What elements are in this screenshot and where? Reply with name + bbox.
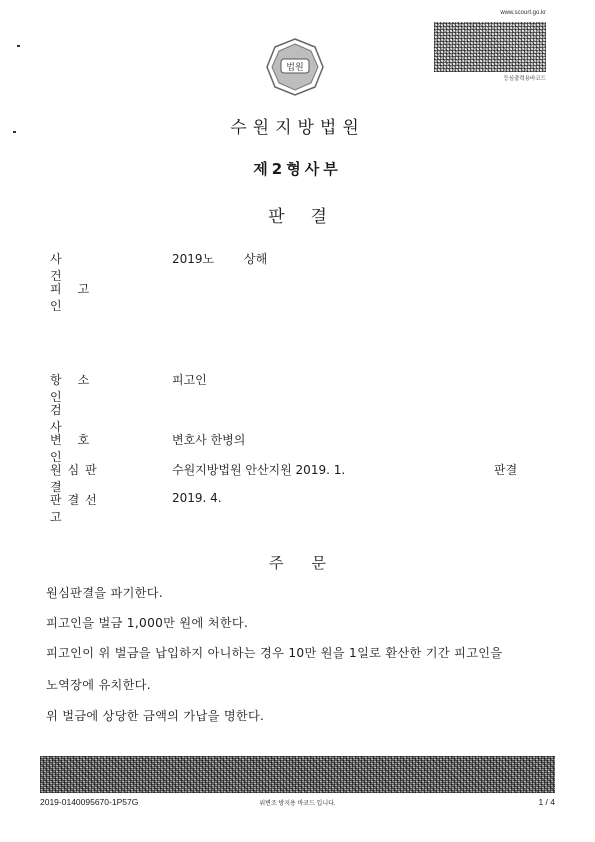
field-row-defendant <box>50 280 570 313</box>
anti-forgery-barcode <box>40 756 555 793</box>
field-label <box>50 431 120 465</box>
page-number: 1 / 4 <box>538 797 555 807</box>
field-label-text: 항소인 <box>50 373 106 404</box>
field-label <box>50 250 120 284</box>
field-label-text: 판결선고 <box>50 493 103 524</box>
field-row-appellant <box>50 371 570 404</box>
field-label <box>50 280 120 314</box>
document-number: 2019-0140095670-1P57G <box>40 797 139 807</box>
barcode-notice: 위변조 방지용 바코드 입니다. <box>259 801 336 807</box>
document-title: 판결 <box>268 207 353 227</box>
qr-url: www.scourt.go.kr <box>500 10 546 16</box>
field-row-counsel <box>50 431 570 464</box>
field-row-original-judgment <box>50 461 570 494</box>
emblem-text: 법원 <box>286 63 304 73</box>
field-label <box>50 401 120 435</box>
appellant-value: 피고인 <box>172 373 207 387</box>
field-row-prosecutor <box>50 401 570 434</box>
field-label-text: 검사 <box>50 403 106 434</box>
field-label-text: 사건 <box>50 252 106 283</box>
order-paragraph: 원심판결을 파기한다. <box>46 586 164 600</box>
field-row-sentencing <box>50 491 570 524</box>
division-name: 제2형사부 <box>253 160 342 178</box>
qr-code-icon <box>434 22 546 72</box>
original-judgment-value: 수원지방법원 안산지원 2019. 1. <box>172 463 346 477</box>
field-label <box>50 371 120 405</box>
order-paragraph: 노역장에 유치한다. <box>46 678 151 692</box>
field-label <box>50 461 120 495</box>
counsel-value: 변호사 한병의 <box>172 433 246 447</box>
order-paragraph: 피고인을 벌금 1,000만 원에 처한다. <box>46 616 249 630</box>
court-name: 수원지방법원 <box>230 118 365 138</box>
court-emblem-icon <box>263 35 327 99</box>
verification-barcode <box>434 10 546 82</box>
field-label-text: 변호인 <box>50 433 106 464</box>
order-paragraph: 위 벌금에 상당한 금액의 가납을 명한다. <box>46 709 265 723</box>
field-row-case <box>50 250 570 283</box>
order-title: 주문 <box>269 554 354 572</box>
sentencing-date: 2019. 4. <box>172 491 222 505</box>
case-number: 2019노 <box>172 252 215 266</box>
scan-speck <box>17 45 20 47</box>
order-paragraph: 피고인이 위 벌금을 납입하지 아니하는 경우 10만 원을 1일로 환산한 기간 피고인을 <box>46 646 503 660</box>
judgment-type: 판결 <box>494 463 518 477</box>
field-label-text: 피고인 <box>50 282 106 313</box>
qr-caption: 등심출력용바코드 <box>503 76 546 82</box>
case-name: 상해 <box>244 252 268 266</box>
field-label <box>50 491 120 525</box>
field-label-text: 원심판결 <box>50 463 103 494</box>
